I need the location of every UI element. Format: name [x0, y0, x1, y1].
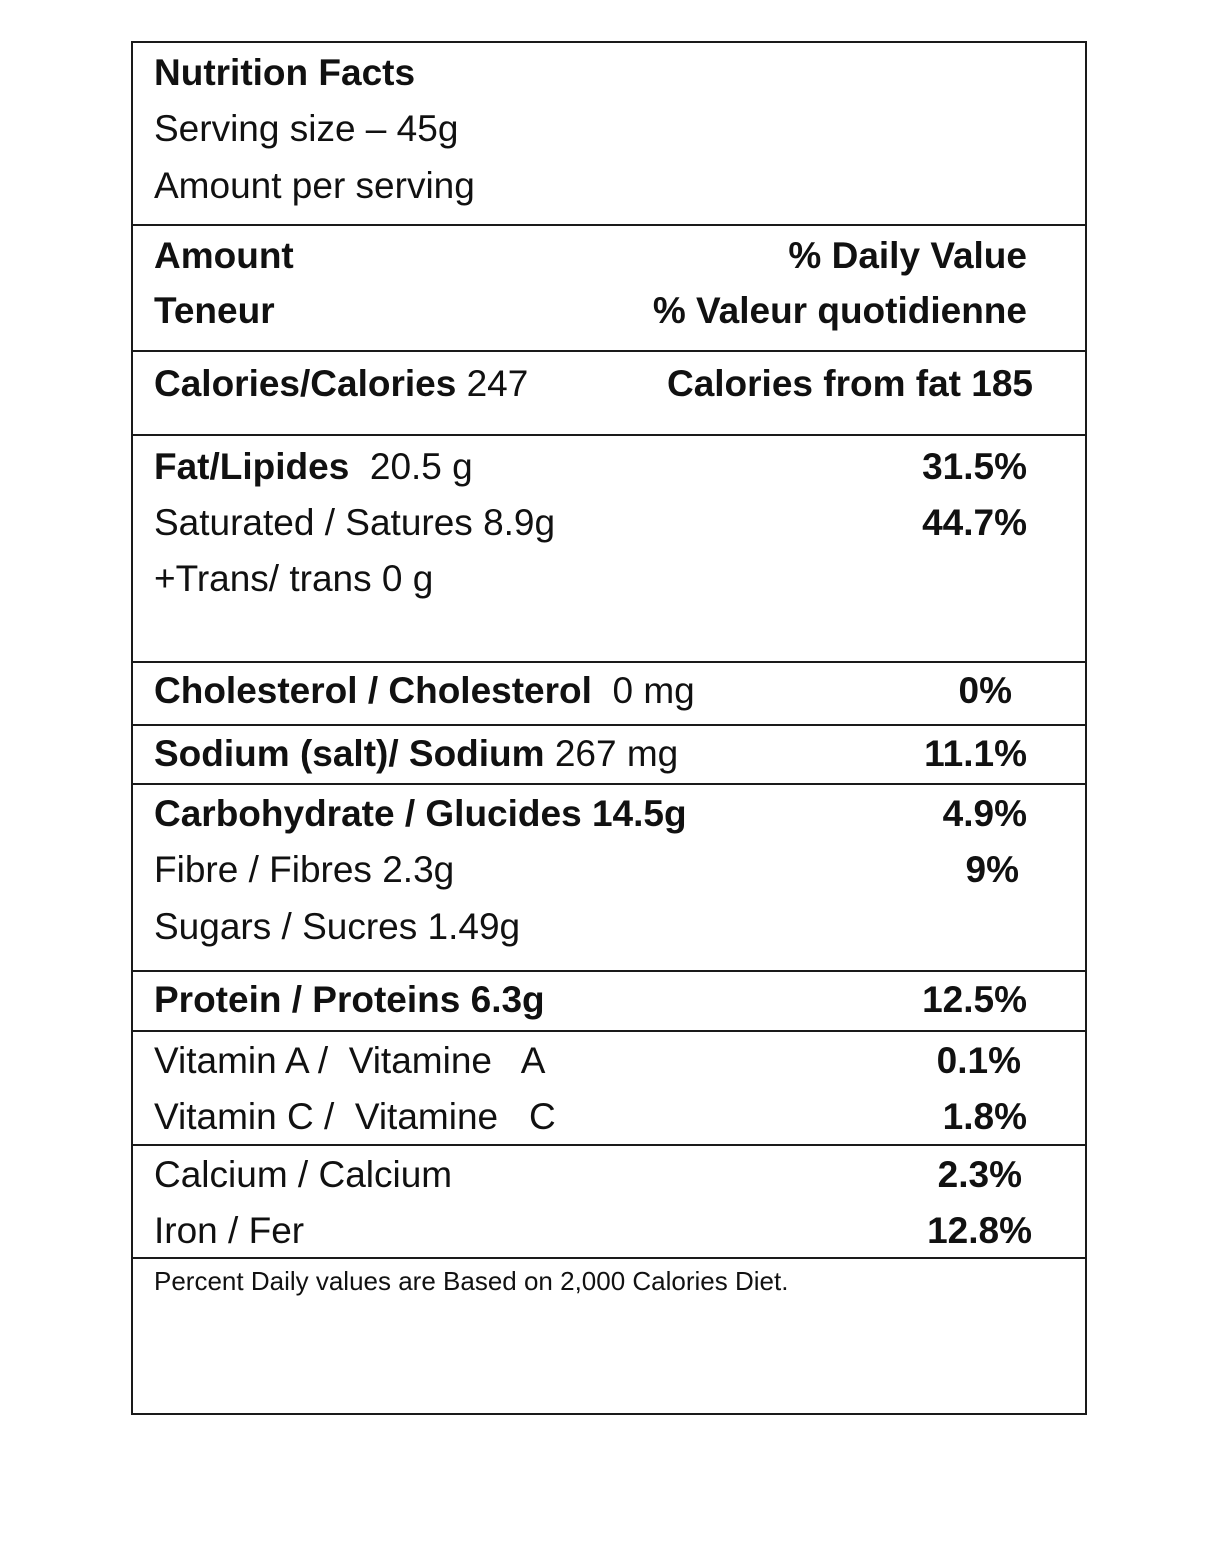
calories-section	[133, 352, 1085, 436]
fibre: Fibre / Fibres 2.3g	[154, 849, 455, 890]
serving-size: Serving size – 45g	[154, 108, 459, 149]
vitamins-section	[133, 1032, 1085, 1146]
vitamin-a: Vitamin A / Vitamine A	[154, 1040, 546, 1081]
daily-value-heading-fr: % Valeur quotidienne	[652, 290, 1027, 331]
header-section	[133, 43, 1085, 226]
fat-row	[154, 445, 473, 489]
calcium: Calcium / Calcium	[154, 1154, 453, 1195]
saturated-fat-daily-value: 44.7%	[922, 502, 1027, 543]
sodium-daily-value: 11.1%	[924, 733, 1027, 774]
sodium-row	[154, 732, 678, 776]
fat-amount: 20.5 g	[369, 446, 473, 487]
sodium-label: Sodium (salt)/ Sodium	[154, 733, 545, 774]
label-title: Nutrition Facts	[154, 52, 416, 93]
calcium-daily-value: 2.3%	[937, 1154, 1022, 1195]
calories-label: Calories/Calories	[154, 363, 457, 404]
fat-label: Fat/Lipides	[154, 446, 350, 487]
amount-per-serving: Amount per serving	[154, 165, 475, 206]
fibre-daily-value: 9%	[965, 849, 1019, 890]
calories-from-fat: Calories from fat 185	[666, 363, 1033, 404]
column-header-section	[133, 226, 1085, 352]
vitamin-a-daily-value: 0.1%	[936, 1040, 1021, 1081]
cholesterol-amount: 0 mg	[612, 670, 695, 711]
protein-label: Protein / Proteins 6.3g	[154, 979, 545, 1020]
carbohydrate-section	[133, 785, 1085, 972]
cholesterol-section	[133, 663, 1085, 726]
sugars: Sugars / Sucres 1.49g	[154, 906, 521, 947]
amount-heading-fr: Teneur	[154, 290, 275, 331]
amount-heading-en: Amount	[154, 235, 294, 276]
carbohydrate-label: Carbohydrate / Glucides 14.5g	[154, 793, 687, 834]
protein-section	[133, 972, 1085, 1032]
vitamin-c: Vitamin C / Vitamine C	[154, 1096, 556, 1137]
daily-value-heading-en: % Daily Value	[788, 235, 1027, 276]
iron: Iron / Fer	[154, 1210, 305, 1251]
saturated-fat: Saturated / Satures 8.9g	[154, 502, 556, 543]
fat-section	[133, 436, 1085, 663]
calories-value: 247	[466, 363, 529, 404]
sodium-amount: 267 mg	[554, 733, 679, 774]
cholesterol-daily-value: 0%	[958, 670, 1012, 711]
calories-row	[154, 362, 528, 406]
cholesterol-row	[154, 669, 695, 713]
protein-daily-value: 12.5%	[922, 979, 1027, 1020]
fat-daily-value: 31.5%	[922, 446, 1027, 487]
vitamin-c-daily-value: 1.8%	[942, 1096, 1027, 1137]
sodium-section	[133, 726, 1085, 785]
iron-daily-value: 12.8%	[927, 1210, 1032, 1251]
cholesterol-label: Cholesterol / Cholesterol	[154, 670, 592, 711]
trans-fat: +Trans/ trans 0 g	[154, 558, 434, 599]
nutrition-facts-label	[131, 41, 1087, 1415]
carbohydrate-daily-value: 4.9%	[942, 793, 1027, 834]
footnote: Percent Daily values are Based on 2,000 Calories Diet.	[154, 1266, 789, 1296]
minerals-section	[133, 1146, 1085, 1259]
footnote-section	[133, 1259, 1085, 1415]
